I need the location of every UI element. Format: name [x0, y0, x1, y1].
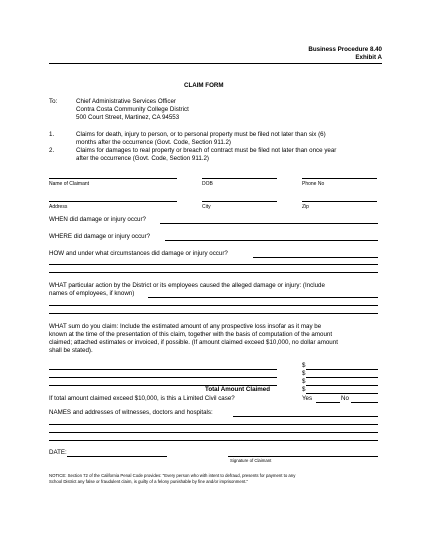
amount-description-line-2[interactable]	[49, 377, 277, 378]
rule-2-line-2: after the occurrence (Govt. Code, Section 911.2)	[76, 155, 209, 162]
no-label: No	[341, 395, 349, 402]
city-field[interactable]	[202, 201, 277, 202]
phone-field[interactable]	[302, 178, 377, 179]
sum-question-line-1: WHAT sum do you claim: Include the estimated amount of any prospective loss insofar as it may be	[49, 323, 322, 330]
sum-question-line-3: claimed; attached estimates or invoiced, if possible. (If amount claimed exceed $10,000, no dollar amount	[49, 339, 338, 346]
zip-label: Zip	[302, 204, 309, 210]
when-question: WHEN did damage or injury occur?	[49, 216, 146, 223]
what-action-question-line-2: names of employees, if known)	[49, 290, 135, 297]
header-rule	[49, 63, 382, 64]
to-line-2: Contra Costa Community College District	[76, 106, 189, 113]
to-line-3: 500 Court Street, Martinez, CA 94553	[76, 114, 180, 121]
witnesses-answer-line-2[interactable]	[49, 424, 378, 425]
date-label: DATE:	[49, 449, 67, 456]
no-field[interactable]	[351, 402, 378, 403]
sum-question-line-2: known at the time of the presentation of this claim, together with the basis of computation of the amount	[49, 331, 333, 338]
dollar-sign-2: $	[302, 370, 306, 377]
to-label: To:	[49, 98, 58, 105]
penal-code-notice-line-2: School District any false or fraudulent claim, is guilty of a felony punishable by fine and/or imprisonment."	[49, 479, 249, 484]
name-of-claimant-label: Name of Claimant	[49, 181, 90, 187]
signature-field[interactable]	[228, 456, 378, 457]
dob-label: DOB	[202, 181, 213, 187]
amount-description-line-1[interactable]	[49, 369, 277, 370]
where-question: WHERE did damage or injury occur?	[49, 233, 151, 240]
what-action-answer-line-3[interactable]	[49, 313, 378, 314]
what-action-answer-line-1[interactable]	[148, 297, 378, 298]
signature-label: Signature of Claimant	[230, 458, 272, 463]
exhibit-label: Exhibit A	[355, 54, 382, 61]
rule-1-number: 1.	[49, 131, 55, 138]
when-answer-line[interactable]	[160, 223, 378, 224]
rule-2-line-1: Claims for damages to real property or breach of contract must be filed not later than once year	[76, 147, 337, 154]
rule-1-line-2: months after the occurrence (Govt. Code, Section 911.2)	[76, 139, 231, 146]
how-answer-line-2[interactable]	[49, 264, 378, 265]
name-of-claimant-field[interactable]	[49, 178, 177, 179]
limited-civil-question: If total amount claimed exceed $10,000, is this a Limited Civil case?	[49, 395, 235, 402]
witnesses-answer-line-1[interactable]	[233, 416, 378, 417]
what-action-question-line-1: WHAT particular action by the District or its employees caused the alleged damage or injury: (Include	[49, 282, 325, 289]
witnesses-answer-line-3[interactable]	[49, 432, 378, 433]
total-amount-field[interactable]	[306, 393, 378, 394]
city-label: City	[202, 204, 211, 210]
dollar-sign-1: $	[302, 362, 306, 369]
how-answer-line-3[interactable]	[49, 272, 378, 273]
address-field[interactable]	[49, 201, 177, 202]
amount-value-line-1[interactable]	[306, 369, 378, 370]
zip-field[interactable]	[302, 201, 377, 202]
phone-label: Phone No	[302, 181, 325, 187]
address-label: Address	[49, 204, 68, 210]
rule-1-line-1: Claims for death, injury to person, or to personal property must be filed not later than six (6)	[76, 131, 326, 138]
witnesses-question: NAMES and addresses of witnesses, doctors and hospitals:	[49, 409, 213, 416]
dollar-sign-3: $	[302, 378, 306, 385]
where-answer-line[interactable]	[165, 240, 378, 241]
form-title: CLAIM FORM	[184, 82, 224, 89]
how-answer-line-1[interactable]	[253, 257, 378, 258]
yes-field[interactable]	[316, 402, 340, 403]
procedure-number: Business Procedure 8.40	[308, 46, 382, 53]
what-action-answer-line-2[interactable]	[49, 305, 378, 306]
date-field[interactable]	[67, 456, 167, 457]
to-line-1: Chief Administrative Services Officer	[76, 98, 176, 105]
total-amount-label: Total Amount Claimed	[205, 386, 270, 393]
dob-field[interactable]	[202, 178, 277, 179]
penal-code-notice-line-1: NOTICE: Section 72 of the California Penal Code provides: "Every person who with intent to defraud, presents for payment to any	[49, 473, 296, 478]
amount-value-line-3[interactable]	[306, 385, 378, 386]
dollar-sign-total: $	[302, 386, 306, 393]
witnesses-answer-line-4[interactable]	[49, 440, 378, 441]
sum-question-line-4: shall be stated).	[49, 347, 93, 354]
yes-label: Yes	[302, 395, 313, 402]
amount-value-line-2[interactable]	[306, 377, 378, 378]
how-question: HOW and under what circumstances did damage or injury occur?	[49, 250, 228, 257]
rule-2-number: 2.	[49, 147, 55, 154]
